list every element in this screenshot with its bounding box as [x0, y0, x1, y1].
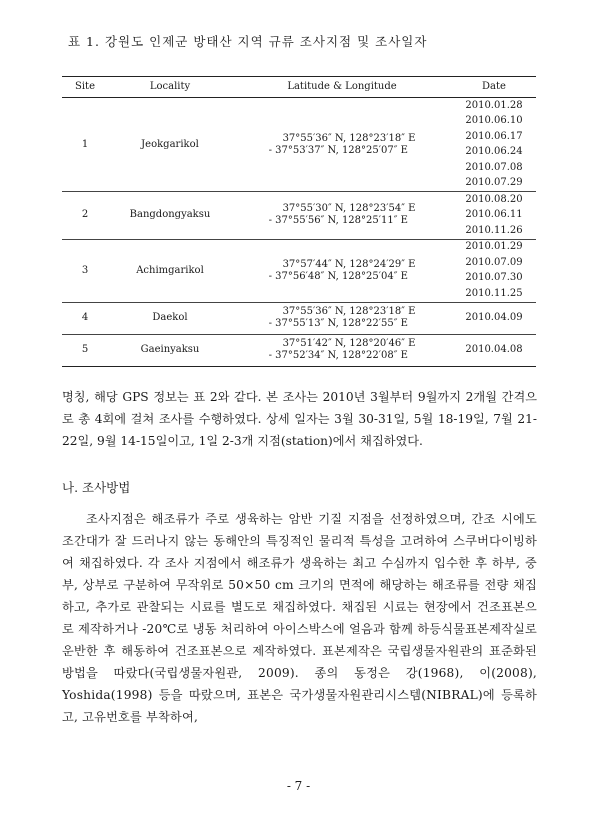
survey-date: 2010.06.10: [465, 115, 523, 127]
header-lat-long: Latitude & Longitude: [232, 77, 452, 98]
site-locality: Jeokgarikol: [108, 98, 232, 192]
coordinate-end: - 37°56′48″ N, 128°25′04″ E: [268, 270, 408, 282]
coordinate-end: - 37°52′34″ N, 128°22′08″ E: [268, 350, 408, 361]
coordinate-end: - 37°53′37″ N, 128°25′07″ E: [268, 144, 408, 156]
site-coordinates: [232, 239, 452, 302]
survey-date: 2010.08.20: [452, 192, 536, 208]
site-coordinates: [232, 334, 452, 366]
site-number: 2: [62, 192, 108, 240]
survey-date: 2010.06.24: [465, 146, 523, 158]
page-number: - 7 -: [286, 779, 311, 793]
site-number: 4: [62, 302, 108, 334]
table-row: [62, 192, 536, 208]
site-coordinates: [232, 302, 452, 334]
coordinate-end: - 37°55′56″ N, 128°25′11″ E: [268, 215, 408, 227]
site-coordinates: [232, 192, 452, 240]
table-body: [62, 98, 536, 367]
coordinate-start: 37°55′36″ N, 128°23′18″ E: [282, 132, 416, 144]
site-locality: Achimgarikol: [108, 239, 232, 302]
survey-date: 2010.07.30: [465, 272, 523, 284]
header-site: Site: [62, 77, 108, 98]
table-caption: 표 1. 강원도 인제군 방태산 지역 규류 조사지점 및 조사일자: [68, 34, 428, 49]
survey-date: 2010.11.26: [465, 224, 523, 236]
table-row: [62, 334, 536, 366]
survey-date: 2010.06.11: [465, 209, 523, 221]
header-date: Date: [452, 77, 536, 98]
coordinate-start: 37°55′36″ N, 128°23′18″ E: [282, 306, 416, 317]
header-locality: Locality: [108, 77, 232, 98]
table-header-row: [62, 77, 536, 98]
coordinate-start: 37°55′30″ N, 128°23′54″ E: [282, 203, 416, 215]
survey-date: 2010.06.17: [465, 130, 523, 142]
section-title-survey-method: 나. 조사방법: [62, 480, 131, 495]
survey-date: 2010.07.09: [465, 256, 523, 268]
table-row: [62, 302, 536, 334]
coordinate-end: - 37°55′13″ N, 128°22′55″ E: [268, 318, 408, 329]
survey-date: 2010.01.29: [452, 239, 536, 255]
site-locality: Bangdongyaksu: [108, 192, 232, 240]
table-row: [62, 98, 536, 114]
site-locality: Gaeinyaksu: [108, 334, 232, 366]
site-number: 5: [62, 334, 108, 366]
survey-date: 2010.11.25: [465, 287, 523, 299]
survey-site-table: [62, 76, 536, 367]
table-row: [62, 239, 536, 255]
survey-date: 2010.01.28: [452, 98, 536, 114]
survey-date: 2010.07.08: [465, 161, 523, 173]
coordinate-start: 37°51′42″ N, 128°20′46″ E: [282, 338, 416, 349]
survey-date: 2010.04.09: [452, 302, 536, 334]
survey-date: 2010.07.29: [465, 177, 523, 189]
survey-date: 2010.04.08: [452, 334, 536, 366]
coordinate-start: 37°57′44″ N, 128°24′29″ E: [282, 258, 416, 270]
site-coordinates: [232, 98, 452, 192]
site-number: 1: [62, 98, 108, 192]
site-number: 3: [62, 239, 108, 302]
paragraph-gps-schedule: 명칭, 해당 GPS 정보는 표 2와 같다. 본 조사는 2010년 3월부터 9월까지 2개월 간격으로 총 4회에 걸쳐 조사를 수행하였다. 상세 일자는 3월 30-31일, 5월 18-19일, 7월 21-22일, 9월 14-15일이고, 1일 2-3개 지점(station)에서 채집하였다.: [62, 390, 537, 448]
paragraph-survey-method: 조사지점은 해조류가 주로 생육하는 암반 기질 지점을 선정하였으며, 간조 시에도 조간대가 잘 드러나지 않는 동해안의 특징적인 물리적 특성을 고려하여 스쿠버다이빙하여 채집하였다. 각 조사 지점에서 해조류가 생육하는 최고 수심까지 입수한 후 하부, 중부, 상부로 구분하여 무작위로 50×50 cm 크기의 면적에 해당하는 해조류를 전량 채집하고, 추가로 관찰되는 시료를 별도로 채집하였다. 채집된 시료는 현장에서 건조표본으로 제작하거나 -20℃로 냉동 처리하여 아이스박스에 얼음과 함께 하등식물표본제작실로 운반한 후 해동하여 건조표본으로 제작하였다. 표본제작은 국립생물자원관의 표준화된 방법을 따랐다(국립생물자원관, 2009). 종의 동정은 강(1968), 이(2008), Yoshida(1998) 등을 따랐으며, 표본은 국가생물자원관리시스템(NIBRAL)에 등록하고, 고유번호를 부착하여,: [62, 512, 537, 724]
site-locality: Daekol: [108, 302, 232, 334]
